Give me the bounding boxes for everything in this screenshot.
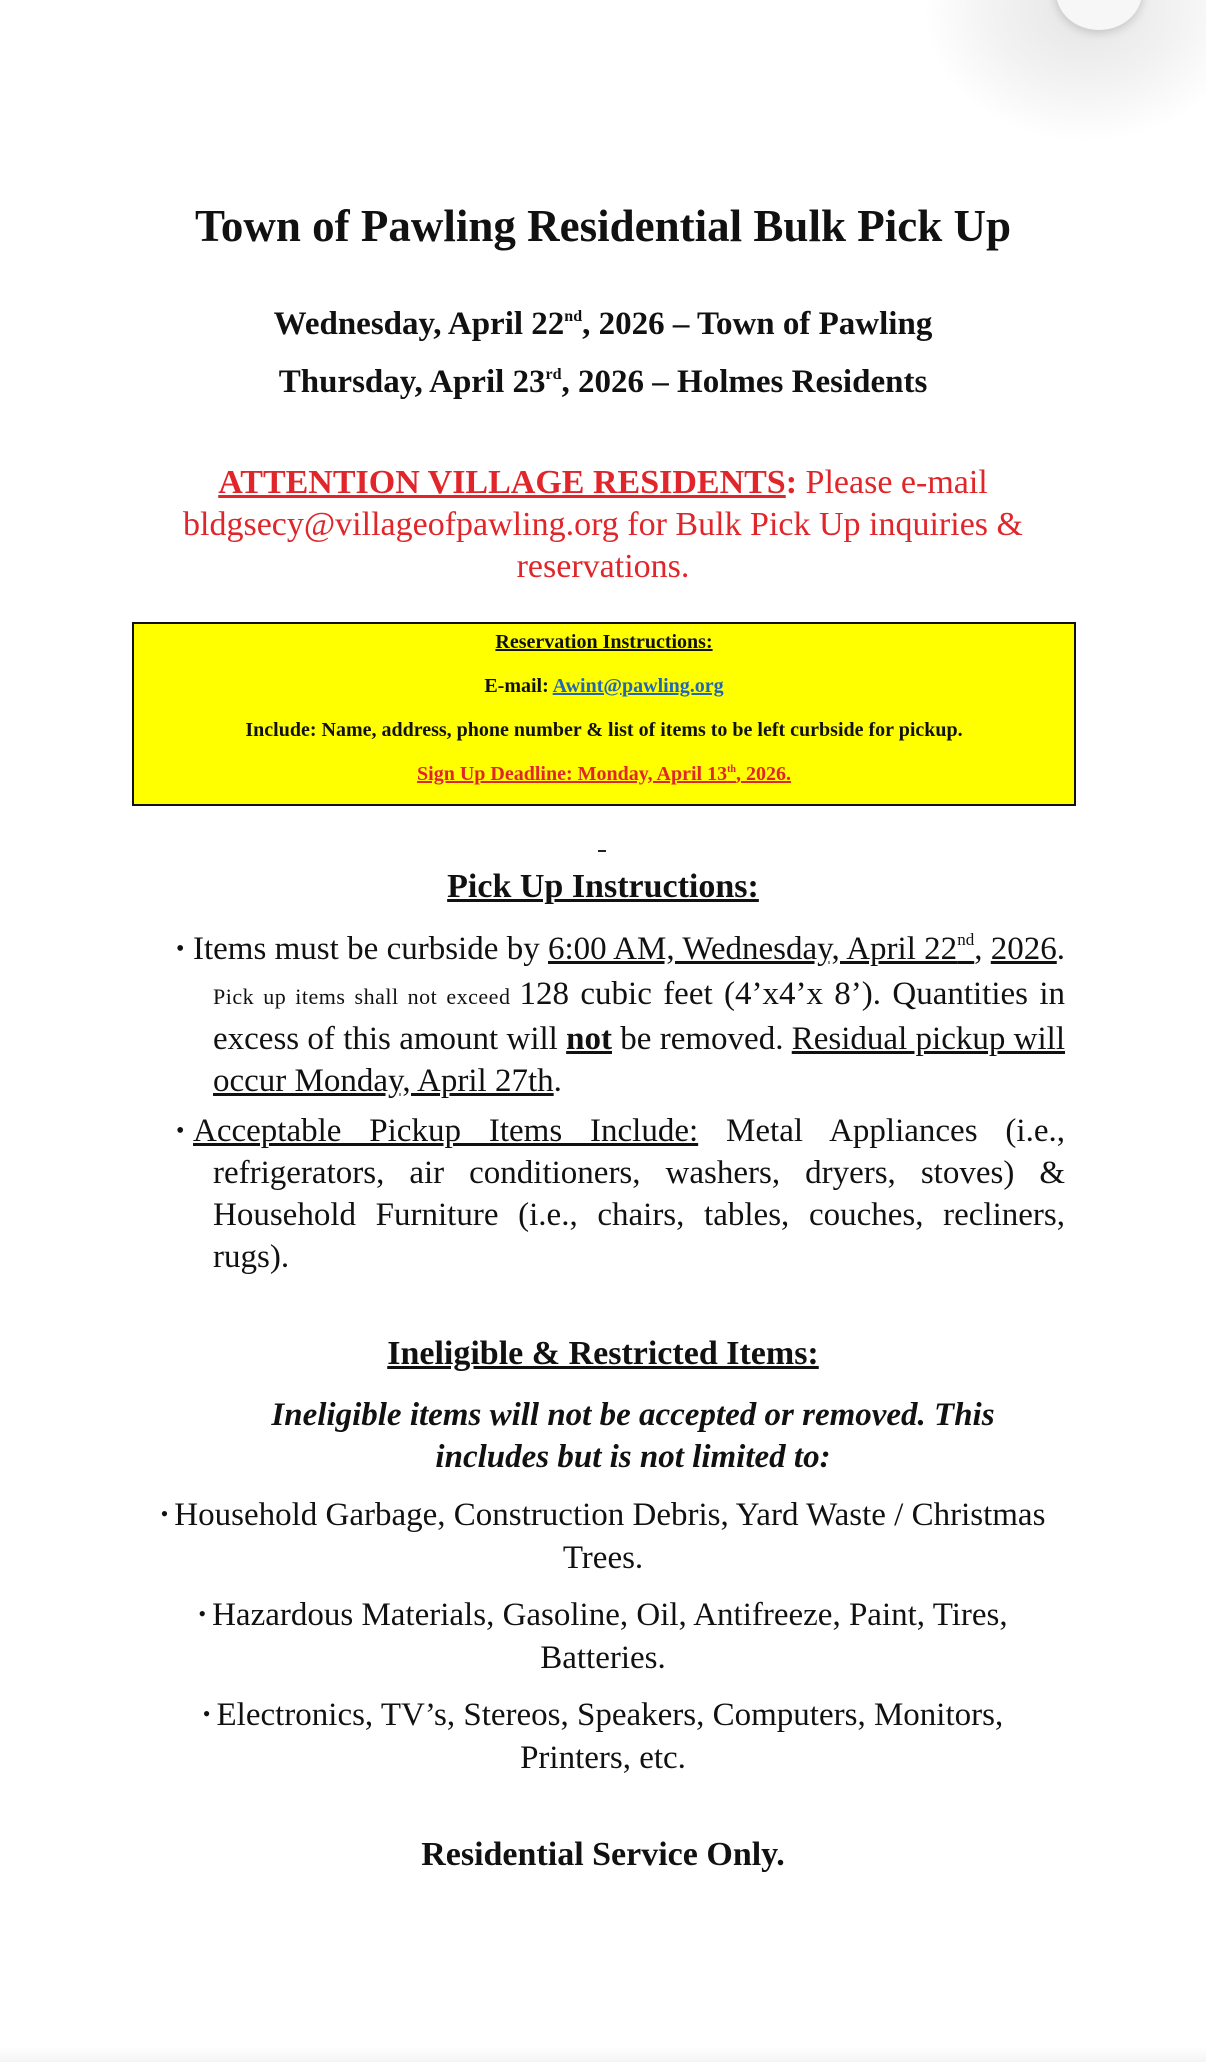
ineligible-heading: Ineligible & Restricted Items: [387,1335,819,1372]
acceptable-items-label: Acceptable Pickup Items Include: [193,1113,699,1149]
date-line-wednesday [0,306,1206,343]
email-link[interactable]: Awint@pawling.org [552,675,724,697]
village-attention-notice [150,462,1056,588]
reservation-include-line: Include: Name, address, phone number & list of items to be left curbside for pickup. [245,719,963,741]
pickup-bullet-acceptable [172,1110,1065,1278]
deadline-year: , 2026. [735,763,791,785]
ineligible-intro: Ineligible items will not be accepted or removed. This includes but is not limited to: [271,1397,995,1475]
date-ordinal: nd [564,308,583,325]
bullet-text [172,1110,1065,1278]
ineligible-item-text: Household Garbage, Construction Debris, Yard Waste / Christmas Trees. [174,1497,1046,1576]
bottom-shadow [0,2046,1206,2062]
attention-heading: ATTENTION VILLAGE RESIDENTS [218,464,786,501]
curbside-time-text: 6:00 AM, Wednesday, April 22 [548,931,958,967]
bullet-dot: • [176,1118,185,1144]
signup-deadline [134,763,1074,786]
bullet-text [172,928,1065,1102]
deadline-ordinal: th [727,764,736,775]
bullet-dot: • [160,1501,169,1526]
limit-small-text: Pick up items shall not exceed [213,984,520,1009]
email-label: E-mail: [484,675,553,697]
curbside-time-ordinal: nd [957,930,975,949]
ineligible-item [150,1592,1056,1680]
reservation-instructions-box [132,622,1076,806]
date-text: Wednesday, April 22 [273,306,565,342]
attention-text: Please e-mail bldgsecy@villageofpawling.org for Bulk Pick Up inquiries & reservations. [183,464,1023,585]
deadline-text: Sign Up Deadline: Monday, April 13 [417,763,728,785]
residual-pickup: Residual pickup will occur Monday, April 27th [213,1021,1065,1099]
separator-mark [598,850,606,852]
attention-colon: : [785,464,798,501]
period: . [1056,931,1066,967]
date-ordinal: rd [545,366,562,383]
bullet-dot: • [176,936,185,962]
curbside-year: 2026 [990,931,1057,967]
not-emphasis: not [566,1021,612,1057]
pickup-instructions-heading: Pick Up Instructions: [447,868,759,905]
limit-text: 128 cubic feet (4’x4’x 8’). Quantities in excess of this amount will [213,976,1066,1057]
bullet-dot: • [198,1601,207,1626]
document-title: Town of Pawling Residential Bulk Pick Up [195,201,1011,251]
period: . [553,1063,562,1099]
acceptable-items-text: Metal Appliances (i.e., refrigerators, air conditioners, washers, dryers, stoves) & Household Furniture (i.e., chairs, tables, couches, recliners, rugs). [213,1113,1065,1275]
date-text: Thursday, April 23 [278,364,546,400]
date-detail: , 2026 – Holmes Residents [561,364,928,400]
ineligible-item [150,1692,1056,1780]
date-detail: , 2026 – Town of Pawling [582,306,933,342]
removed-text: be removed. [611,1021,792,1057]
reservation-email-line [134,675,1074,698]
curbside-time [548,931,974,967]
residential-service-note: Residential Service Only. [421,1836,785,1873]
ineligible-item [150,1492,1056,1580]
curbside-intro: Items must be curbside by [193,931,549,967]
pickup-bullet-curbside [172,928,1065,1102]
comma: , [974,931,983,967]
bullet-dot: • [202,1701,211,1726]
date-line-thursday [0,364,1206,401]
corner-shadow [926,0,1206,140]
ineligible-item-text: Hazardous Materials, Gasoline, Oil, Antifreeze, Paint, Tires, Batteries. [212,1597,1008,1676]
reservation-heading: Reservation Instructions: [495,631,713,653]
ineligible-item-text: Electronics, TV’s, Stereos, Speakers, Computers, Monitors, Printers, etc. [216,1697,1004,1776]
